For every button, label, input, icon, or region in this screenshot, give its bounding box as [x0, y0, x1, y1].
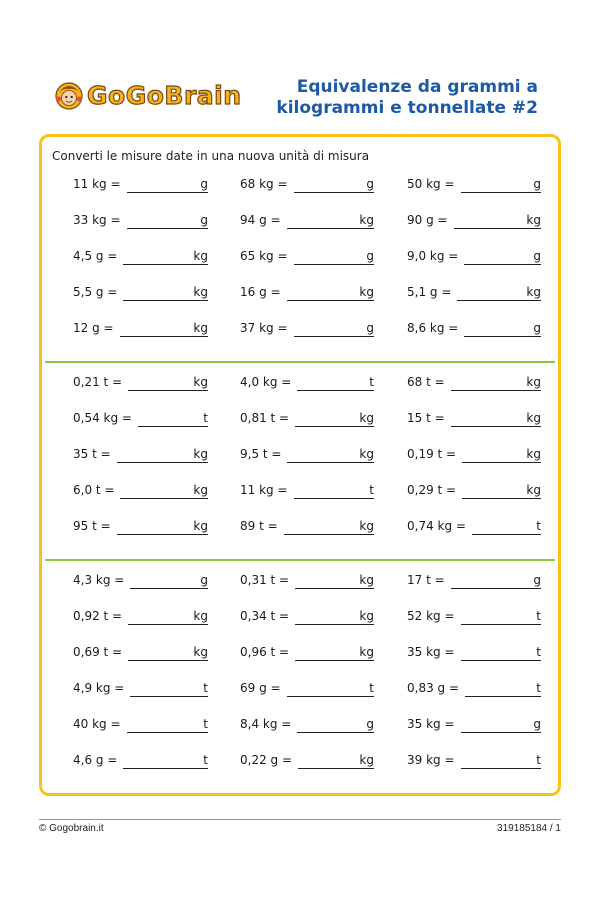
- exercise-expression: 35 t =: [73, 447, 111, 461]
- answer-blank[interactable]: [287, 300, 374, 301]
- target-unit: kg: [359, 573, 374, 587]
- footer-page-id: 319185184 / 1: [497, 823, 561, 834]
- target-unit: g: [533, 249, 541, 263]
- exercise-expression: 0,96 t =: [240, 645, 290, 659]
- instruction-text: Converti le misure date in una nuova unità di misura: [52, 149, 370, 163]
- target-unit: t: [369, 681, 374, 695]
- exercise-expression: 0,19 t =: [407, 447, 457, 461]
- answer-blank[interactable]: [117, 462, 208, 463]
- title-line-1: Equivalenze da grammi a: [296, 77, 538, 97]
- exercise-item: [240, 174, 374, 194]
- answer-blank[interactable]: [294, 264, 374, 265]
- exercise-expression: 52 kg =: [407, 609, 455, 623]
- exercise-item: [240, 642, 374, 662]
- answer-blank[interactable]: [287, 228, 374, 229]
- target-unit: g: [200, 177, 208, 191]
- exercise-item: [73, 444, 208, 464]
- exercise-expression: 50 kg =: [407, 177, 455, 191]
- exercise-expression: 4,6 g =: [73, 753, 118, 767]
- target-unit: kg: [359, 285, 374, 299]
- target-unit: kg: [193, 285, 208, 299]
- exercise-expression: 95 t =: [73, 519, 111, 533]
- exercise-item: [73, 606, 208, 626]
- target-unit: kg: [526, 285, 541, 299]
- exercise-item: [73, 210, 208, 230]
- target-unit: kg: [193, 645, 208, 659]
- exercise-item: [240, 750, 374, 770]
- footer-rule: [39, 819, 561, 820]
- exercise-expression: 0,69 t =: [73, 645, 123, 659]
- answer-blank[interactable]: [472, 534, 541, 535]
- exercise-item: [407, 444, 541, 464]
- target-unit: t: [369, 483, 374, 497]
- exercise-expression: 9,5 t =: [240, 447, 282, 461]
- answer-blank[interactable]: [461, 768, 541, 769]
- exercise-item: [240, 372, 374, 392]
- answer-blank[interactable]: [457, 300, 541, 301]
- answer-blank[interactable]: [462, 498, 541, 499]
- exercise-item: [407, 642, 541, 662]
- exercise-expression: 0,92 t =: [73, 609, 123, 623]
- answer-blank[interactable]: [451, 426, 541, 427]
- exercise-item: [407, 678, 541, 698]
- target-unit: kg: [359, 447, 374, 461]
- answer-blank[interactable]: [465, 696, 541, 697]
- exercise-item: [73, 678, 208, 698]
- exercise-expression: 0,81 t =: [240, 411, 290, 425]
- exercise-item: [407, 750, 541, 770]
- answer-blank[interactable]: [294, 498, 374, 499]
- target-unit: g: [533, 573, 541, 587]
- exercise-expression: 90 g =: [407, 213, 448, 227]
- exercise-expression: 35 kg =: [407, 717, 455, 731]
- answer-blank[interactable]: [294, 192, 374, 193]
- target-unit: kg: [526, 411, 541, 425]
- section-divider: [45, 559, 555, 561]
- exercise-item: [240, 408, 374, 428]
- exercise-item: [407, 210, 541, 230]
- exercise-item: [240, 246, 374, 266]
- exercise-expression: 15 t =: [407, 411, 445, 425]
- answer-blank[interactable]: [451, 588, 541, 589]
- target-unit: t: [536, 609, 541, 623]
- target-unit: g: [366, 321, 374, 335]
- answer-blank[interactable]: [287, 696, 374, 697]
- exercise-item: [407, 282, 541, 302]
- exercise-expression: 39 kg =: [407, 753, 455, 767]
- exercise-item: [407, 480, 541, 500]
- exercise-expression: 69 g =: [240, 681, 281, 695]
- exercise-expression: 0,29 t =: [407, 483, 457, 497]
- exercise-expression: 0,22 g =: [240, 753, 293, 767]
- answer-blank[interactable]: [464, 264, 541, 265]
- target-unit: kg: [526, 483, 541, 497]
- exercise-item: [407, 174, 541, 194]
- answer-blank[interactable]: [120, 498, 208, 499]
- exercise-expression: 11 kg =: [240, 483, 288, 497]
- target-unit: kg: [193, 249, 208, 263]
- exercise-expression: 40 kg =: [73, 717, 121, 731]
- exercise-item: [407, 318, 541, 338]
- target-unit: kg: [359, 645, 374, 659]
- logo-text: GoGoBrain: [87, 80, 242, 110]
- target-unit: g: [366, 249, 374, 263]
- exercise-expression: 4,3 kg =: [73, 573, 125, 587]
- exercise-expression: 5,1 g =: [407, 285, 452, 299]
- exercise-expression: 0,74 kg =: [407, 519, 466, 533]
- exercise-item: [407, 570, 541, 590]
- exercise-expression: 0,21 t =: [73, 375, 123, 389]
- answer-blank[interactable]: [297, 390, 374, 391]
- exercise-expression: 4,0 kg =: [240, 375, 292, 389]
- target-unit: g: [200, 573, 208, 587]
- target-unit: t: [536, 645, 541, 659]
- answer-blank[interactable]: [128, 624, 208, 625]
- exercise-item: [240, 444, 374, 464]
- exercise-item: [240, 678, 374, 698]
- exercise-expression: 33 kg =: [73, 213, 121, 227]
- answer-blank[interactable]: [295, 426, 374, 427]
- exercise-expression: 9,0 kg =: [407, 249, 459, 263]
- section-divider: [45, 361, 555, 363]
- answer-blank[interactable]: [123, 264, 208, 265]
- exercise-expression: 12 g =: [73, 321, 114, 335]
- answer-blank[interactable]: [461, 732, 541, 733]
- mascot-icon: [54, 80, 84, 110]
- target-unit: kg: [359, 213, 374, 227]
- exercise-item: [240, 714, 374, 734]
- answer-blank[interactable]: [464, 336, 541, 337]
- target-unit: kg: [359, 519, 374, 533]
- answer-blank[interactable]: [130, 588, 208, 589]
- answer-blank[interactable]: [298, 768, 374, 769]
- answer-blank[interactable]: [461, 624, 541, 625]
- answer-blank[interactable]: [127, 228, 208, 229]
- target-unit: g: [366, 177, 374, 191]
- exercise-item: [240, 606, 374, 626]
- target-unit: kg: [193, 321, 208, 335]
- gogobrain-logo: [54, 78, 242, 112]
- exercise-expression: 8,4 kg =: [240, 717, 292, 731]
- exercise-expression: 17 t =: [407, 573, 445, 587]
- answer-blank[interactable]: [138, 426, 208, 427]
- target-unit: kg: [193, 447, 208, 461]
- target-unit: kg: [193, 609, 208, 623]
- exercise-item: [73, 318, 208, 338]
- answer-blank[interactable]: [454, 228, 541, 229]
- exercise-expression: 0,31 t =: [240, 573, 290, 587]
- target-unit: t: [536, 519, 541, 533]
- footer-copyright: © Gogobrain.it: [39, 823, 104, 834]
- target-unit: kg: [193, 375, 208, 389]
- answer-blank[interactable]: [297, 732, 374, 733]
- target-unit: kg: [359, 411, 374, 425]
- target-unit: g: [200, 213, 208, 227]
- answer-blank[interactable]: [123, 768, 208, 769]
- exercise-item: [73, 714, 208, 734]
- target-unit: kg: [526, 375, 541, 389]
- answer-blank[interactable]: [451, 390, 541, 391]
- exercise-expression: 68 t =: [407, 375, 445, 389]
- answer-blank[interactable]: [130, 696, 208, 697]
- target-unit: kg: [526, 447, 541, 461]
- target-unit: kg: [359, 609, 374, 623]
- target-unit: t: [203, 411, 208, 425]
- answer-blank[interactable]: [127, 192, 208, 193]
- exercise-expression: 0,54 kg =: [73, 411, 132, 425]
- answer-blank[interactable]: [117, 534, 208, 535]
- exercise-item: [407, 714, 541, 734]
- exercise-expression: 6,0 t =: [73, 483, 115, 497]
- worksheet-title: [238, 77, 538, 119]
- answer-blank[interactable]: [120, 336, 208, 337]
- exercise-expression: 68 kg =: [240, 177, 288, 191]
- exercise-expression: 11 kg =: [73, 177, 121, 191]
- answer-blank[interactable]: [284, 534, 374, 535]
- exercise-item: [407, 408, 541, 428]
- exercise-item: [73, 246, 208, 266]
- answer-blank[interactable]: [295, 588, 374, 589]
- exercise-item: [73, 174, 208, 194]
- exercise-item: [73, 372, 208, 392]
- exercise-item: [407, 606, 541, 626]
- exercise-item: [73, 570, 208, 590]
- exercise-item: [240, 570, 374, 590]
- target-unit: kg: [359, 753, 374, 767]
- exercise-expression: 65 kg =: [240, 249, 288, 263]
- target-unit: t: [536, 681, 541, 695]
- answer-blank[interactable]: [295, 624, 374, 625]
- exercise-expression: 4,5 g =: [73, 249, 118, 263]
- target-unit: t: [203, 753, 208, 767]
- target-unit: g: [533, 717, 541, 731]
- exercise-expression: 89 t =: [240, 519, 278, 533]
- target-unit: kg: [526, 213, 541, 227]
- exercise-expression: 0,34 t =: [240, 609, 290, 623]
- exercise-item: [407, 516, 541, 536]
- exercise-item: [73, 282, 208, 302]
- answer-blank[interactable]: [462, 462, 541, 463]
- exercise-expression: 16 g =: [240, 285, 281, 299]
- target-unit: kg: [193, 483, 208, 497]
- target-unit: t: [369, 375, 374, 389]
- target-unit: t: [203, 717, 208, 731]
- exercise-item: [240, 282, 374, 302]
- answer-blank[interactable]: [287, 462, 374, 463]
- target-unit: t: [203, 681, 208, 695]
- exercise-item: [240, 480, 374, 500]
- exercise-item: [73, 408, 208, 428]
- answer-blank[interactable]: [128, 660, 208, 661]
- target-unit: g: [366, 717, 374, 731]
- exercise-item: [73, 642, 208, 662]
- target-unit: g: [533, 177, 541, 191]
- exercise-item: [407, 246, 541, 266]
- target-unit: kg: [193, 519, 208, 533]
- exercise-expression: 35 kg =: [407, 645, 455, 659]
- answer-blank[interactable]: [294, 336, 374, 337]
- exercise-item: [73, 750, 208, 770]
- answer-blank[interactable]: [127, 732, 208, 733]
- answer-blank[interactable]: [461, 660, 541, 661]
- target-unit: g: [533, 321, 541, 335]
- exercise-item: [240, 210, 374, 230]
- answer-blank[interactable]: [123, 300, 208, 301]
- exercise-item: [240, 318, 374, 338]
- answer-blank[interactable]: [295, 660, 374, 661]
- answer-blank[interactable]: [461, 192, 541, 193]
- exercise-expression: 8,6 kg =: [407, 321, 459, 335]
- exercise-expression: 0,83 g =: [407, 681, 460, 695]
- exercise-expression: 94 g =: [240, 213, 281, 227]
- exercise-item: [240, 516, 374, 536]
- exercise-expression: 37 kg =: [240, 321, 288, 335]
- exercise-item: [73, 480, 208, 500]
- exercise-expression: 4,9 kg =: [73, 681, 125, 695]
- answer-blank[interactable]: [128, 390, 208, 391]
- exercise-item: [73, 516, 208, 536]
- target-unit: t: [536, 753, 541, 767]
- title-line-2: kilogrammi e tonnellate #2: [276, 98, 538, 118]
- exercise-expression: 5,5 g =: [73, 285, 118, 299]
- exercise-item: [407, 372, 541, 392]
